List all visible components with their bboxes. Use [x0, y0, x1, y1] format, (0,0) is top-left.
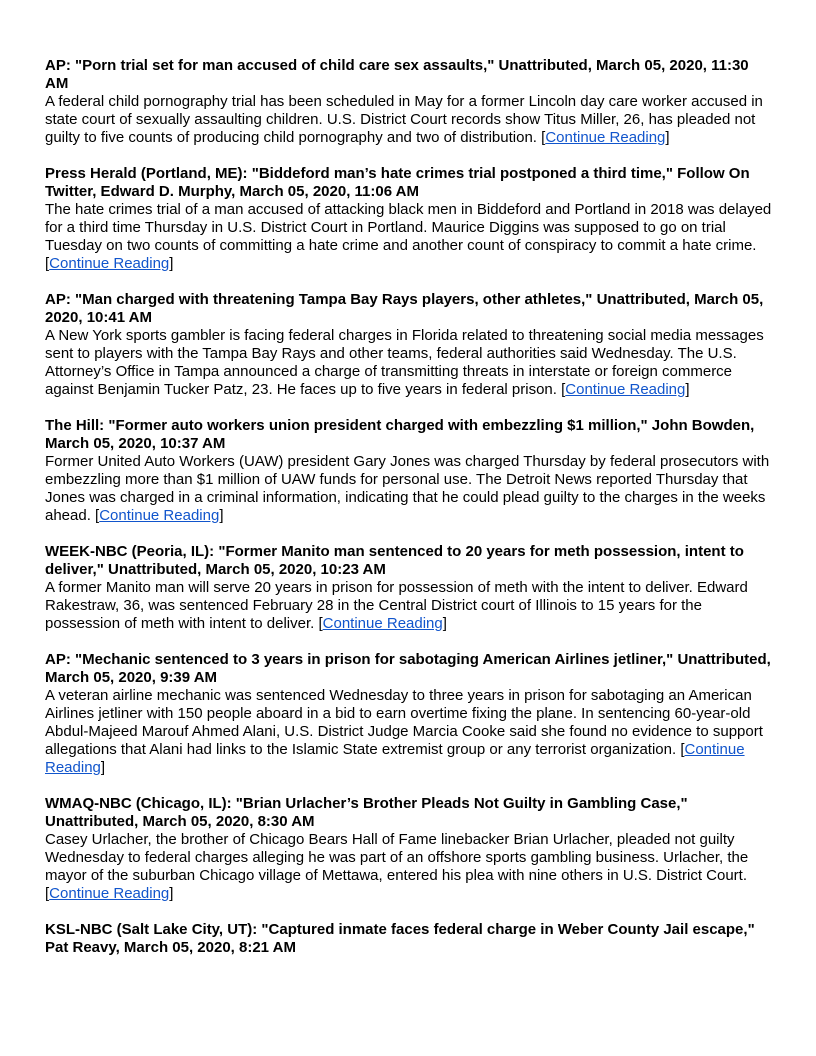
continue-reading-link[interactable]: Continue Reading [49, 885, 170, 902]
article [45, 651, 775, 777]
article-text: A federal child pornography trial has been scheduled in May for a former Lincoln day care worker accused in state court of sexually assaulting children. U.S. District Court records show Titus Miller, 26, has pleaded not guilty to five counts of producing child pornography and two of distribution. [45, 93, 763, 146]
article-body: A New York sports gambler is facing federal charges in Florida related to threatening social media messages sent to players with the Tampa Bay Rays and other teams, federal authorities said Wednesday. The U.S. Attorney’s Office in Tampa announced a charge of transmitting threats in interstate or foreign commerce against Benjamin Tucker Patz, 23. He faces up to five years in federal prison. [Continue Reading] [45, 327, 764, 398]
article [45, 543, 775, 633]
article [45, 165, 775, 273]
article-text: Casey Urlacher, the brother of Chicago Bears Hall of Fame linebacker Brian Urlacher, pleaded not guilty Wednesday to federal charges alleging he was part of an offshore sports gambling business. Urlacher, the mayor of the suburban Chicago village of Mettawa, entered his plea with nine others in U.S. District Court. [45, 831, 749, 884]
article-text: A New York sports gambler is facing federal charges in Florida related to threatening social media messages sent to players with the Tampa Bay Rays and other teams, federal authorities said Wednesday. The U.S. Attorney’s Office in Tampa announced a charge of transmitting threats in interstate or foreign commerce against Benjamin Tucker Patz, 23. He faces up to five years in federal prison. [45, 327, 764, 398]
article-text: A veteran airline mechanic was sentenced Wednesday to three years in prison for sabotaging an American Airlines jetliner with 150 people aboard in a bid to earn overtime fixing the plane. In sentencing 60-year-old Abdul-Majeed Marouf Ahmed Alani, U.S. District Judge Marcia Cooke said she found no evidence to support allegations that Alani had links to the Islamic State extremist group or any terrorist organization. [45, 687, 763, 758]
article-body: A federal child pornography trial has been scheduled in May for a former Lincoln day care worker accused in state court of sexually assaulting children. U.S. District Court records show Titus Miller, 26, has pleaded not guilty to five counts of producing child pornography and two of distribution. [Continue Reading] [45, 93, 763, 146]
article-text: The hate crimes trial of a man accused of attacking black men in Biddeford and Portland in 2018 was delayed for a third time Thursday in U.S. District Court in Portland. Maurice Diggins was supposed to go on trial Tuesday on two counts of committing a hate crime and another count of conspiracy to commit a hate crime. [45, 201, 772, 254]
article [45, 417, 775, 525]
article [45, 795, 775, 903]
article-headline: KSL-NBC (Salt Lake City, UT): "Captured inmate faces federal charge in Weber County Jail escape," Pat Reavy, March 05, 2020, 8:21 AM [45, 921, 755, 956]
article-headline: WEEK-NBC (Peoria, IL): "Former Manito man sentenced to 20 years for meth possession, intent to deliver," Unattributed, March 05, 2020, 10:23 AM [45, 543, 744, 578]
article-headline: WMAQ-NBC (Chicago, IL): "Brian Urlacher’s Brother Pleads Not Guilty in Gambling Case," Unattributed, March 05, 2020, 8:30 AM [45, 795, 688, 830]
continue-reading-link[interactable]: Continue Reading [49, 255, 170, 272]
article-headline: AP: "Man charged with threatening Tampa Bay Rays players, other athletes," Unattributed, March 05, 2020, 10:41 AM [45, 291, 764, 326]
article-text: Former United Auto Workers (UAW) president Gary Jones was charged Thursday by federal prosecutors with embezzling more than $1 million of UAW funds for personal use. The Detroit News reported Thursday that Jones was charged in a criminal information, indicating that he could plead guilty to the charges in the weeks ahead. [45, 453, 770, 524]
continue-reading-link[interactable]: Continue Reading [99, 507, 220, 524]
article-headline: The Hill: "Former auto workers union president charged with embezzling $1 million," John Bowden, March 05, 2020, 10:37 AM [45, 417, 755, 452]
continue-reading-link[interactable]: Continue Reading [322, 615, 443, 632]
article-headline: AP: "Porn trial set for man accused of child care sex assaults," Unattributed, March 05, 2020, 11:30 AM [45, 57, 749, 92]
continue-reading-link[interactable]: Continue Reading [45, 741, 745, 776]
article-body: The hate crimes trial of a man accused of attacking black men in Biddeford and Portland in 2018 was delayed for a third time Thursday in U.S. District Court in Portland. Maurice Diggins was supposed to go on trial Tuesday on two counts of committing a hate crime and another count of conspiracy to commit a hate crime. [Continue Reading] [45, 201, 772, 272]
continue-reading-link[interactable]: Continue Reading [565, 381, 686, 398]
article-headline: Press Herald (Portland, ME): "Biddeford man’s hate crimes trial postponed a third time," Follow On Twitter, Edward D. Murphy, March 05, 2020, 11:06 AM [45, 165, 750, 200]
article-body: Casey Urlacher, the brother of Chicago Bears Hall of Fame linebacker Brian Urlacher, pleaded not guilty Wednesday to federal charges alleging he was part of an offshore sports gambling business. Urlacher, the mayor of the suburban Chicago village of Mettawa, entered his plea with nine others in U.S. District Court. [Continue Reading] [45, 831, 749, 902]
news-list [45, 57, 775, 975]
article [45, 921, 775, 957]
article-text: A former Manito man will serve 20 years in prison for possession of meth with the intent to deliver. Edward Rakestraw, 36, was sentenced February 28 in the Central District court of Illinois to 15 years for the possession of meth with intent to deliver. [45, 579, 748, 632]
article-body: Former United Auto Workers (UAW) president Gary Jones was charged Thursday by federal prosecutors with embezzling more than $1 million of UAW funds for personal use. The Detroit News reported Thursday that Jones was charged in a criminal information, indicating that he could plead guilty to the charges in the weeks ahead. [Continue Reading] [45, 453, 770, 524]
article-body: A former Manito man will serve 20 years in prison for possession of meth with the intent to deliver. Edward Rakestraw, 36, was sentenced February 28 in the Central District court of Illinois to 15 years for the possession of meth with intent to deliver. [Continue Reading] [45, 579, 748, 632]
article [45, 291, 775, 399]
article [45, 57, 775, 147]
article-headline: AP: "Mechanic sentenced to 3 years in prison for sabotaging American Airlines jetliner," Unattributed, March 05, 2020, 9:39 AM [45, 651, 771, 686]
continue-reading-link[interactable]: Continue Reading [545, 129, 666, 146]
article-body: A veteran airline mechanic was sentenced Wednesday to three years in prison for sabotaging an American Airlines jetliner with 150 people aboard in a bid to earn overtime fixing the plane. In sentencing 60-year-old Abdul-Majeed Marouf Ahmed Alani, U.S. District Judge Marcia Cooke said she found no evidence to support allegations that Alani had links to the Islamic State extremist group or any terrorist organization. [Continue Reading] [45, 687, 763, 776]
